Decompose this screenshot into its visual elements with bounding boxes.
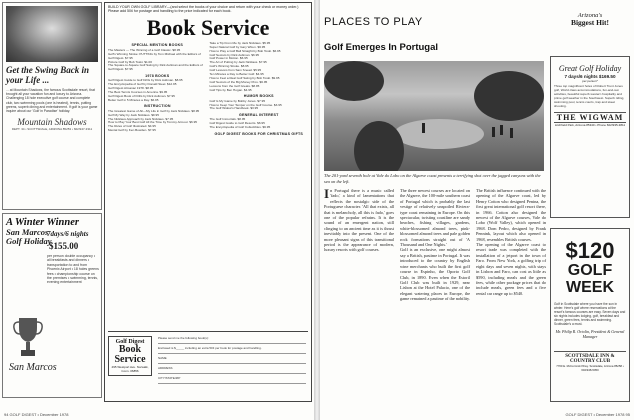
arizona-ad-line1: Arizona's <box>577 12 603 19</box>
book-entry[interactable]: Golf Lessons from Sam Snead. $5.95 <box>209 68 262 73</box>
photo-golfer <box>500 125 503 135</box>
order-coupon[interactable] <box>108 331 308 397</box>
golf-week-word2: WEEK <box>566 279 614 296</box>
order-form-line[interactable]: NAME <box>158 356 306 364</box>
book-entry[interactable]: The Encyclopedia of Golf by Donald Steel. $12.95 <box>108 82 177 87</box>
golfer-photo <box>6 6 98 62</box>
book-section-heading: SPECIAL MENTION BOOKS <box>131 43 183 48</box>
article-column-2 <box>400 188 470 302</box>
book-entry[interactable]: How to Keep Your Temper on the Golf Course. $3.95 <box>209 102 282 107</box>
book-entry[interactable]: Golf Secrets of the Big Money Pros. $6.95 <box>209 79 268 84</box>
swing-ad-body: ... at Mountain Shadows, the famous Scottsdale resort, that brought all your vacation fun and luxury to Arizona. Challenging 18 hole executive golf course and complete club, two swimming pools (one is heated), tennis, putting greens, superb dining and entertainment. If golf is your game inquire about our 'Golf in Paradise' holiday. <box>6 88 98 114</box>
wigwam-ad-per: per person* <box>582 79 598 83</box>
article-column-1 <box>324 188 394 302</box>
book-entry[interactable]: Golf Digest Almanac 1978. $8.95 <box>108 86 154 91</box>
article-body <box>324 188 546 302</box>
book-entry[interactable]: The Greatest Game of All—My Life in Golf by Jack Nicklaus. $8.95 <box>108 108 200 113</box>
photo-golfer <box>510 128 513 138</box>
book-entry[interactable]: Take a Tip From Me by Jack Nicklaus. $5.95 <box>209 40 271 45</box>
photo-tree <box>324 61 384 101</box>
winter-ad-subtitle: San Marcos Golf Holiday <box>6 227 52 246</box>
golf-week-body: Golf in Scottsdale where you have the sun in winter. Here's golf where reservations at the resort's famous courses are easy. Seven days and six nights includes lodging, golf, breakfast and dinner, green fees, tennis and swimming. Scottsdale's a must. <box>554 302 626 326</box>
wigwam-ad-contact: Litchfield Park, Arizona 85340 • Phone 602/935-3811 <box>554 123 626 128</box>
book-entry[interactable]: How to Play a Golf Ball Straight by Bob Toski. $6.95 <box>209 48 281 53</box>
wigwam-logo: THE WIGWAM <box>554 112 626 123</box>
book-entry[interactable]: The Masters — The Winning of a Golf Classic. $8.95 <box>108 47 181 52</box>
photo-golfer <box>492 127 495 137</box>
right-page <box>320 0 634 420</box>
wigwam-ad[interactable] <box>550 56 630 218</box>
winter-ad-price: $155.00 <box>49 241 79 251</box>
book-section-heading: INSTRUCTION <box>143 104 171 109</box>
book-entry[interactable]: Golf's Winning Stroke. $8.95 <box>209 64 249 69</box>
order-logo-line1: Golf Digest <box>115 339 145 345</box>
book-entry[interactable]: Ten Minutes a Day to Better Golf. $4.95 <box>209 72 264 77</box>
book-entry[interactable]: Super Natural Golf by Gary Wiren. $6.95 <box>209 44 266 49</box>
book-entry[interactable]: Golf's Winning Stroke: PUTTING by Tom Michael with the Editors of Golf Digest. $7.95 <box>108 51 201 60</box>
order-form-line[interactable]: CITY/STATE/ZIP <box>158 376 306 384</box>
article-headline: Golf Emerges In Portugal <box>324 42 439 53</box>
order-form-line[interactable]: ADDRESS <box>158 366 306 374</box>
order-logo <box>108 336 152 376</box>
book-entry[interactable]: The Best Tennis Courses in America. $9.95 <box>108 89 168 94</box>
section-label: PLACES TO PLAY <box>324 16 423 28</box>
arizona-ad-line2: Biggest Hit! <box>570 18 610 27</box>
article <box>324 2 546 402</box>
san-marcos-logo: San Marcos <box>9 362 57 373</box>
mountain-shadows-ad[interactable] <box>2 2 102 210</box>
golf-week-ad[interactable] <box>550 228 630 402</box>
article-paragraph: Golf is an exclusive, one might almost say a British, pastime in Portugal. It was introduced to the country by English wine merchants who built the first golf course in Espinho, the Oporto Golf Club, in 1890. Even when the Estoril Golf Club was built in 1929, near Lisbon at the Hotel Palacio, one of the elegant watering places in Europe, the game remained a pastime of the nobility. <box>400 247 471 302</box>
photo-golfer <box>422 123 425 133</box>
book-entry[interactable]: Lessons from the Golf Greats. $8.95 <box>209 83 260 88</box>
order-logo-line2: Book Service <box>114 344 146 365</box>
book-list-column-1 <box>108 42 207 137</box>
book-entry[interactable]: Golf My Way by Jack Nicklaus. $9.95 <box>108 112 159 117</box>
article-paragraph: n Portugal there is a music called 'fado,' a kind of lamentations that reflects the nostalgic side of the Portuguese character. 'All that exists, all that is melancholy, all this is fado,' goes one of the popular refrains. It is the sound of an emergent nation, still clinging to an ancient time as it is thrust inevitably into the present. One of the more pleasant signs of this transitional period is the appearance of modern, luxury resorts with golf courses. <box>324 188 394 253</box>
book-section-heading: 1978 BOOKS <box>145 73 170 78</box>
order-form-line[interactable]: Please send me the following book(s): <box>158 336 306 344</box>
photo-green <box>394 119 484 149</box>
winter-ad-title: A Winter Winner <box>6 217 79 228</box>
golf-week-price: $120 <box>565 238 615 263</box>
book-entry[interactable]: Golf Digest Guide to Golf Resorts. $6.95 <box>209 121 265 126</box>
book-entry[interactable]: Golf Secrets by Dick Aultman. $6.95 <box>209 52 260 57</box>
wigwam-ad-title: Great Golf Holiday <box>558 64 622 73</box>
wigwam-ad-body: Three top magnificent holes of Robert Trent Jones golf, World class accommodations, fun-and-sun activities, beautiful superb western hospitality and prime golf weather in the Southwest. Superb riding, swimming pool, tennis courts, trap and skeet shooting. <box>554 84 625 108</box>
book-entry[interactable]: The Encyclopedia of Golf Collectibles. $9.95 <box>209 125 271 130</box>
swing-ad-title: Get the Swing Back in your Life ... <box>6 65 90 85</box>
book-list <box>108 42 308 137</box>
book-entry[interactable]: How to Play Your Best Golf All the Time by Tommy Armour. $6.95 <box>108 120 198 125</box>
book-entry[interactable]: The Art of Putting by Jack Nicklaus. $7.95 <box>209 60 267 65</box>
wigwam-ad-offer: 7 days/6 nights $169.50 <box>564 74 616 79</box>
book-entry[interactable]: The Golf Immortals. $8.95 <box>209 117 246 122</box>
winter-ad-list: per person double occupancy • all breakfasts and dinners • transportation to and from Phoenix Airport • 18 holes greens fees • championship course on the premises • swimming, tennis, evening entertainment <box>47 254 99 285</box>
book-entry[interactable]: Golf Is My Game by Bobby Jones. $7.95 <box>209 98 266 103</box>
book-entry[interactable]: The Nicklaus Approach by Jack Nicklaus. $7.95 <box>108 116 174 121</box>
book-entry[interactable]: Golf Power in Motion. $6.95 <box>209 56 248 61</box>
book-entry[interactable]: Picture Golf by Bob Toski. $1.00 <box>108 59 152 64</box>
book-entry[interactable]: Golf Tips by Ben Hogan. $4.95 <box>209 87 252 92</box>
book-form-header: BUILD YOUR OWN GOLF LIBRARY—(and select the books of your choice and return with your check or money order.) Please add 50¢ for postage and handling to the price indicated for each book. <box>108 5 299 14</box>
order-logo-line3: 495 Westport Ave. Norwalk, Conn. 06856 <box>111 365 149 373</box>
arizona-ad[interactable] <box>550 12 630 56</box>
photo-tree <box>474 71 544 121</box>
book-service-title: Book Service <box>146 14 270 40</box>
left-ad-column <box>2 2 102 402</box>
swing-ad-address: DEPT. 34 • SCOTTSDALE, ARIZONA 85253 • 602/947-3311 <box>11 127 93 132</box>
golf-week-word1: GOLF <box>567 262 613 279</box>
article-paragraph: The opening of the Algarve coast to resort trade was completed with the installation of a jetport in the town of Faro. From New York, a golfing trip of eight days and seven nights, with stays in Lisbon and Faro, can cost as little as $590, including meals and the green fees, while other package prices that do include meals, green fees and a five rental car range up to $540. <box>476 242 546 296</box>
book-entry[interactable]: The Golf Widow's Handbook. $3.95 <box>209 106 259 111</box>
book-entry[interactable]: The Rules of Golf Illustrated. $4.95 <box>108 124 156 129</box>
book-section-heading: GENERAL INTEREST <box>239 112 279 117</box>
book-section-heading: HUMOR BOOKS <box>243 94 274 99</box>
photo-caption: The 201-yard seventh hole at Vale do Lobo on the Algarve coast presents a terrifying shot over the jagged canyons with the sea on the left. <box>324 173 541 184</box>
right-folio: GOLF DIGEST • December 1978 95 <box>565 412 630 417</box>
article-paragraph: The British influence continued with the opening of the Algarve coast, led by Henry Cotton who designed Penina, the first great international golf resort there, in 1966. Cotton also designed the newest of the Algarve courses, Vale do Lobo (Wolf Valley), which opened in 1968. Dom Pedro, designed by Frank Pennink, layout which also opened in 1968, resembles British courses. <box>476 188 546 242</box>
trophy-icon <box>13 314 43 360</box>
book-list-column-2 <box>210 42 309 137</box>
drop-cap: I <box>324 186 330 201</box>
book-entry[interactable]: The Square-to-Square Golf Swing by Dick Aultman and the Editors of Golf Digest. $7.95 <box>108 63 203 72</box>
san-marcos-ad[interactable] <box>2 213 102 398</box>
right-ad-column <box>550 4 630 400</box>
book-entry[interactable]: Better Golf in 5 Minutes a Day. $6.95 <box>108 97 159 102</box>
golf-week-signature: Mr. Philip R. Ortolin, President & General Manager <box>555 329 625 339</box>
article-column-3 <box>476 188 546 302</box>
order-form-fields[interactable] <box>158 336 306 386</box>
article-paragraph: The three newest courses are located on the Algarve, the 100-mile southern coast of Portugal which is probably the last vestige of relatively unspoiled Riviera-type coast remaining in Europe. On this spectacular, twisting coastline are sandy beaches, fishing villages, gardens, white-blossomed almond trees, pink-blossomed almond trees and pale golden rock formations straight out of 'A Thousand and One Nights.' <box>400 188 470 248</box>
book-service-form <box>104 2 312 402</box>
book-entry[interactable]: Golf Digest Guide to Golf Drills by Dick Aultman. $8.95 <box>108 78 183 83</box>
book-entry[interactable]: Mental Golf by Ken Bowden. $7.95 <box>108 128 156 133</box>
order-form-line[interactable]: Enclosed is $_____ including an extra 50¢ per book for postage and handling. <box>158 346 306 354</box>
mountain-shadows-logo: Mountain Shadows <box>17 117 87 128</box>
winter-ad-days: 7days/6 nights <box>47 230 89 238</box>
book-section-heading: GOLF DIGEST BOOKS FOR CHRISTMAS GIFTS <box>214 131 303 136</box>
golf-course-photo <box>324 61 544 171</box>
left-page <box>0 0 314 420</box>
scottsdale-inn-logo: SCOTTSDALE INN & COUNTRY CLUB <box>554 351 626 364</box>
book-entry[interactable]: How to Feel a Real Golf Swing by Bob Toski. $9.95 <box>209 75 280 80</box>
scottsdale-inn-address: 7700 E. McCormick Pkwy. Scottsdale, Arizona 85258 • 602/948-5050 <box>556 364 624 372</box>
book-entry[interactable]: Golf Digest Book of Drills by Dick Aultman. $7.95 <box>108 93 175 98</box>
left-folio: 94 GOLF DIGEST • December 1978 <box>4 412 69 417</box>
